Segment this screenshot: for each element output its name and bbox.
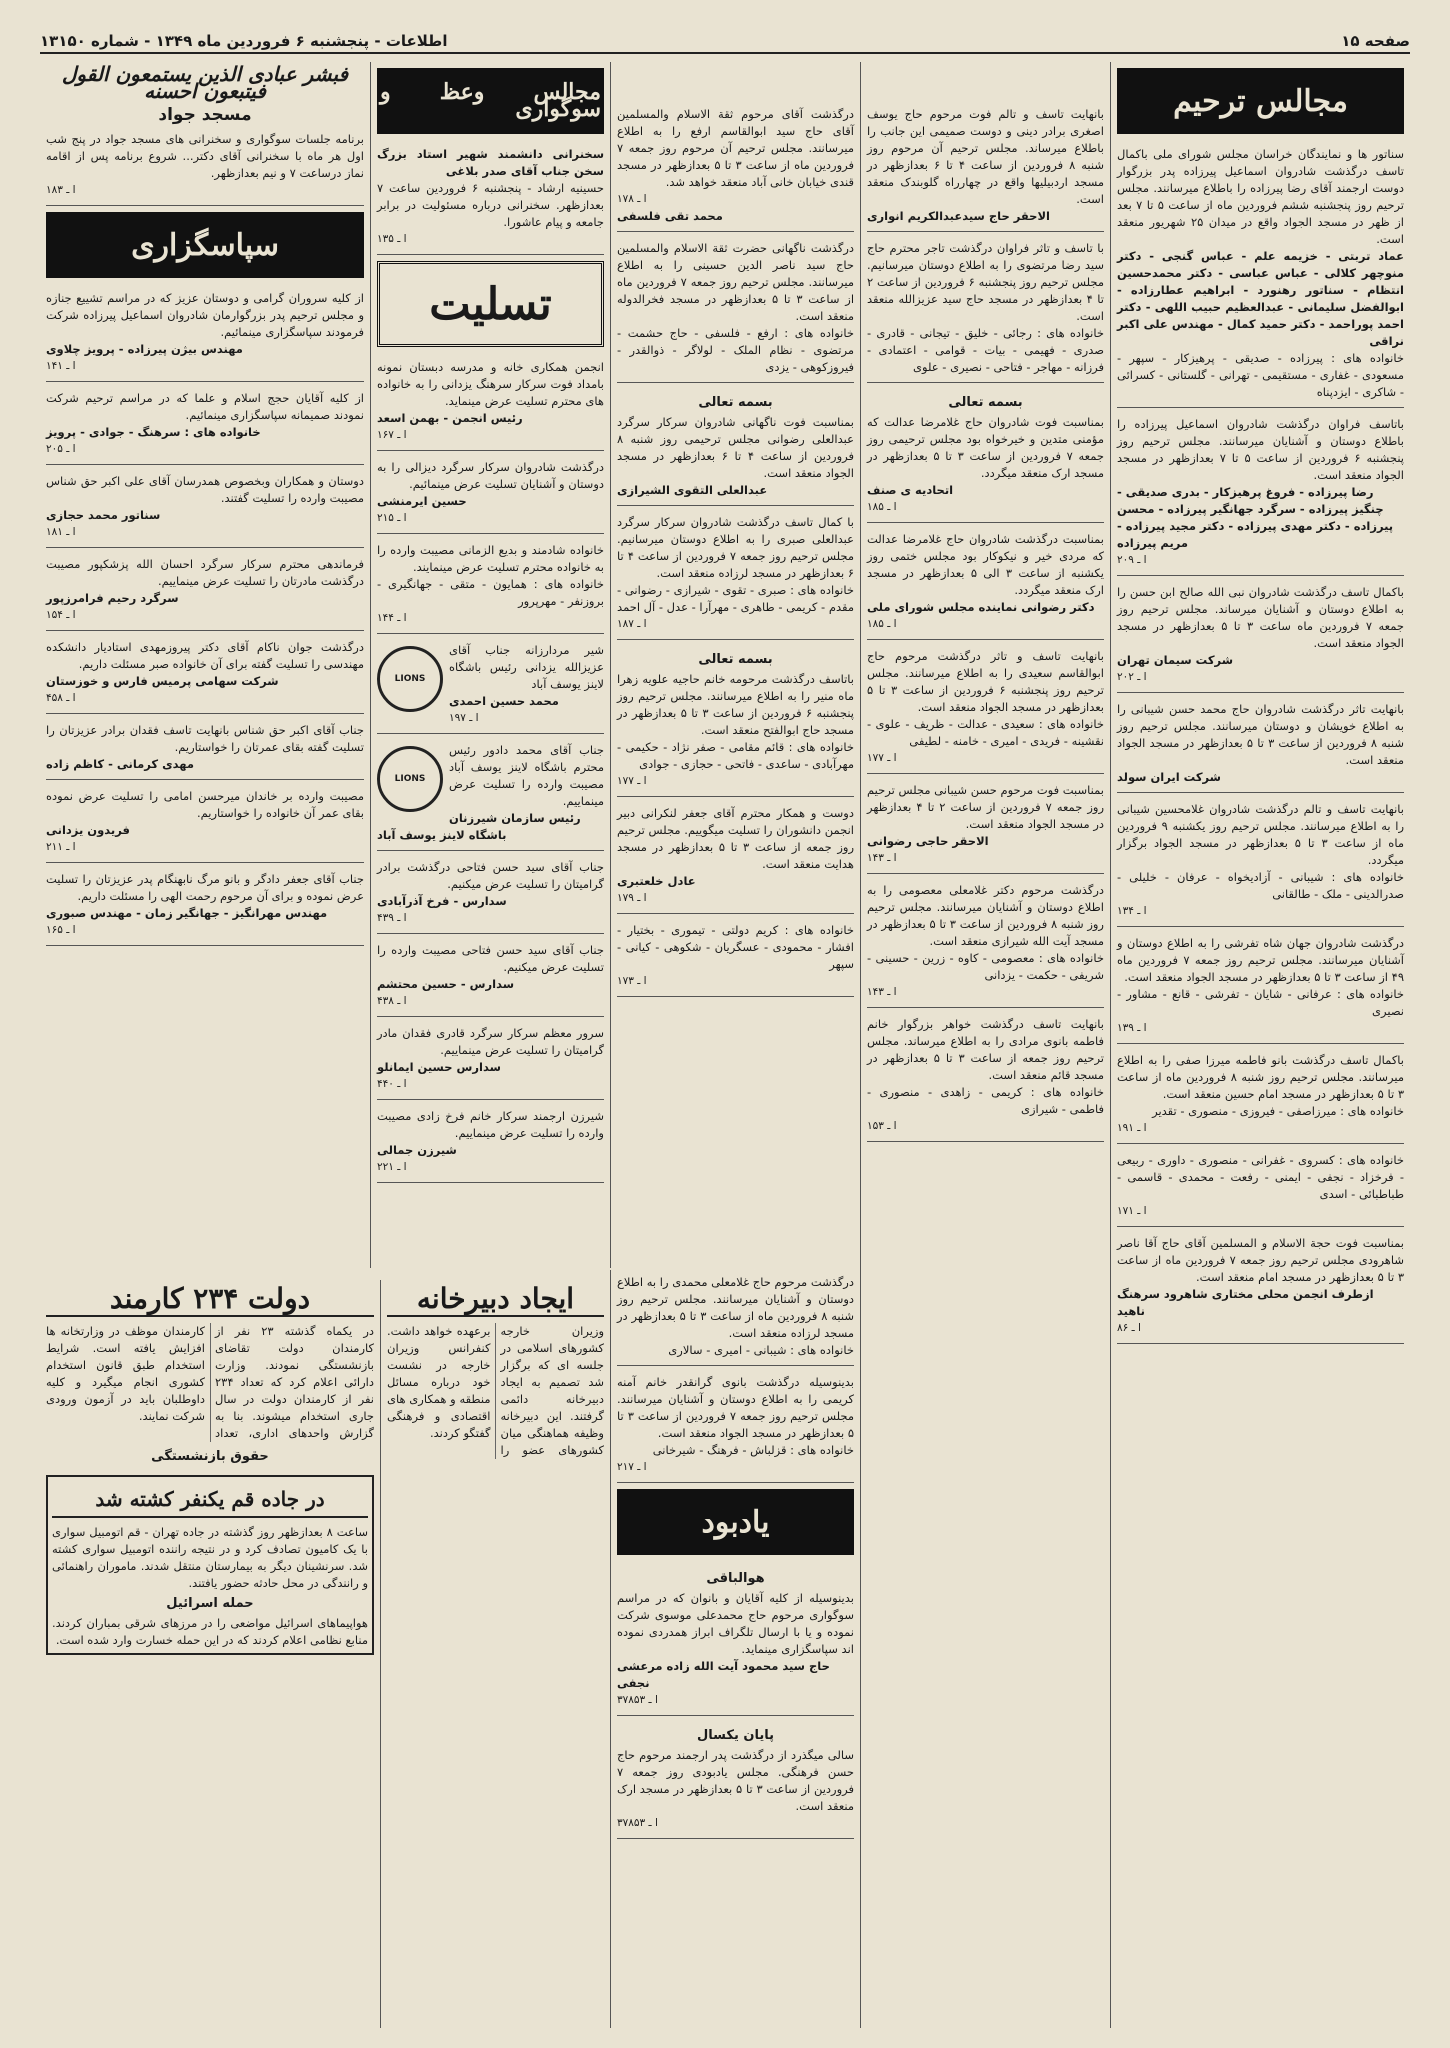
notice-code: ا ـ ۴۴۰ <box>377 1078 407 1090</box>
notice-code: ا ـ ۱۸۳ <box>46 184 76 196</box>
notice-code: ا ـ ۱۷۷ <box>617 775 647 787</box>
notice <box>617 1720 854 1839</box>
notice <box>46 127 364 206</box>
notice-body: بمناسبت فوت شادروان حاج غلامرضا عدالت که مؤمنی متدین و خیرخواه بود مجلس ترحیمی روز جمعه ۷ فروردین از ساعت ۳ تا ۵ بعدازظهر در مسجد ارک منعقد میگردد. <box>867 415 1104 480</box>
notice-body: مصیبت وارده بر خاندان میرحسن امامی را تسلیت عرض نموده بقای عمر آن خانواده را خواستاریم. <box>46 789 364 820</box>
notice <box>867 236 1104 383</box>
notice <box>867 387 1104 523</box>
notice-code: ا ـ ۱۴۴ <box>377 612 407 624</box>
notice-signature: ازطرف انجمن محلی مختاری شاهرود سرهنگ ناهید <box>1117 1287 1374 1318</box>
notice-body: بمناسبت فوت حجة الاسلام و المسلمین آقای حاج آقا ناصر شاهرودی مجلس ترحیم روز جمعه ۷ فروردین ماه از ساعت ۳ تا ۵ بعدازظهر در مسجد امام منعقد است. <box>1117 1236 1404 1284</box>
issue-line: اطلاعات - پنجشنبه ۶ فروردین ماه ۱۳۴۹ - شماره ۱۳۱۵۰ <box>40 32 448 50</box>
notice-body: درگذشت آقای مرحوم ثقة الاسلام والمسلمین آقای حاج سید ابوالقاسم ارفع را به اطلاع میرسانند. مجلس ترحیم آن مرحوم روز جمعه ۷ فروردین ماه از ساعت ۳ تا ۵ بعدازظهر در مسجد قندی خیابان خانی آباد منعقد خواهد شد. <box>617 107 854 189</box>
notice-body: بانهایت تاسف و تالم درگذشت شادروان غلامحسین شیبانی را به اطلاع میرسانند. مجلس ترحیم روز یکشنبه ۹ فروردین ماه از ساعت ۳ تا ۵ بعدازظهر در مسجد الجواد برگزار میگردد. <box>1117 802 1404 867</box>
notice-body: شیرزن ارجمند سرکار خانم فرخ زادی مصیبت وارده را تسلیت عرض مینماییم. <box>377 1109 604 1140</box>
notice-code: ا ـ ۴۳۹ <box>377 912 407 924</box>
notice-families: خانواده های : همایون - متقی - جهانگیری - بروزنفر - مهرپرور <box>377 577 604 608</box>
notice-signature: سدارس - حسین محتشم <box>377 977 515 991</box>
notice <box>377 1021 604 1100</box>
notice-signature: محمد حسین احمدی <box>449 694 559 708</box>
notice-signature: محمد تقی فلسفی <box>617 209 723 223</box>
news-dabirkhaneh <box>380 1280 610 2028</box>
notice-families: خانواده های : میرزاصفی - فیروزی - منصوری - تقدیر <box>1152 1104 1404 1118</box>
notice-body: جناب آقای محمد دادور رئیس محترم باشگاه لاینز یوسف آباد مصیبت وارده را تسلیت عرض مینماییم. <box>449 743 604 808</box>
notice-body: بمناسبت فوت مرحوم حسن شیبانی مجلس ترحیم روز جمعه ۷ فروردین از ساعت ۲ تا ۴ بعدازظهر در مسجد الجواد منعقد است. <box>867 783 1104 831</box>
notice <box>867 1012 1104 1142</box>
notice <box>617 236 854 383</box>
news-jadeh-qom <box>46 1475 374 1655</box>
notice-subhead: پایان یکسال <box>697 1728 774 1743</box>
lions-club-logo: LIONS <box>377 746 443 812</box>
notice-families: خانواده های : قائم مقامی - صفر نژاد - حکیمی - مهرآبادی - ساعدی - فاتحی - حجازی - جوادی <box>617 740 854 771</box>
notice-code: ا ـ ۴۵۸ <box>46 692 76 704</box>
notice-signature: خانواده های : سرهنگ - جوادی - پرویز <box>46 425 261 439</box>
notice-code: ا ـ ۳۷۸۵۳ <box>617 1694 658 1706</box>
notice-body: انجمن همکاری خانه و مدرسه دبستان نمونه بامداد فوت سرکار سرهنگ یزدانی را به خانواده های محترم تسلیت عرض مینماید. <box>377 360 604 408</box>
notice <box>617 918 854 997</box>
section-majales-vaz: مجالس وعظ و سوگواری <box>377 68 604 134</box>
column-3-lower <box>610 1270 860 2028</box>
notice <box>377 538 604 634</box>
notice-families: خانواده های : سعیدی - عدالت - ظریف - علوی - نقشینه - فریدی - امیری - خامنه - لطیفی <box>867 717 1104 748</box>
notice-body: بمناسبت درگذشت شادروان حاج غلامرضا عدالت که مردی خیر و نیکوکار بود مجلس ختمی روز یکشنبه از ساعت ۳ الی ۵ بعدازظهر در مسجد ارک منعقد میگردد. <box>867 532 1104 597</box>
notice-code: ا ـ ۲۱۵ <box>377 512 407 524</box>
notice-body: فرماندهی محترم سرکار سرگرد احسان الله پزشکپور مصیبت درگذشت مادرتان را تسلیت عرض مینماییم. <box>46 557 364 588</box>
notice-code: ا ـ ۴۳۸ <box>377 995 407 1007</box>
column-left <box>40 62 370 1268</box>
notice-families: خانواده های : رجائی - خلیق - تیجانی - قادری - صدری - فهیمی - بیات - قوامی - اعتمادی - فرزانه - مهاجر - فتاحی - نصیری - علوی <box>867 326 1104 374</box>
article-body: ساعت ۸ بعدازظهر روز گذشته در جاده تهران - قم اتومبیل سواری با یک کامیون تصادف کرد و در نتیجه راننده اتومبیل سواری کشته شد. سرنشینان دیگر به بیمارستان منتقل شدند. ماموران راهنمائی و رانندگی در محل حادثه حضور یافتند. <box>52 1525 369 1590</box>
notice-body: دوست و همکار محترم آقای جعفر لنکرانی دبیر انجمن دانشوران را تسلیت میگوییم. مجلس ترحیم روز جمعه از ساعت ۳ تا ۵ بعدازظهر در مسجد هدایت منعقد است. <box>617 806 855 871</box>
notice-code: ا ـ ۱۳۴ <box>1117 905 1147 917</box>
notice-signature: سرگرد رحیم فرامرزپور <box>46 591 179 605</box>
notice-signature: شرکت سهامی پرمیس فارس و خوزستان <box>46 674 279 688</box>
notice-code: ا ـ ۱۷۳ <box>617 975 647 987</box>
notice-families: خانواده های : عرفانی - شایان - تفرشی - قانع - مشاور - نصیری <box>1117 987 1404 1018</box>
notice-body: باکمال تاسف درگذشت شادروان نبی الله صالح ابن حسن را به اطلاع دوستان و آشنایان میرساند. مجلس ترحیم روز جمعه ۷ فروردین ماه ساعت ۳ تا ۵ بعدازظهر در مسجد الجواد منعقد است. <box>1117 585 1404 650</box>
column-2 <box>860 62 1110 2028</box>
masthead <box>40 30 1410 54</box>
notice <box>377 1104 604 1183</box>
masjid-title: مسجد جواد <box>158 105 252 125</box>
notice <box>377 938 604 1017</box>
notice-subhead: هوالباقی <box>706 1571 765 1586</box>
notice-signature: اتحادیه ی صنف <box>867 483 954 497</box>
notice-code: ا ـ ۲۰۵ <box>46 443 76 455</box>
notice-body: بدینوسیله درگذشت بانوی گرانقدر خانم آمنه کریمی را به اطلاع دوستان و آشنایان میرسانند. مجلس ترحیم روز جمعه ۷ فروردین از ساعت ۳ تا ۵ بعدازظهر در مسجد الجواد منعقد است. <box>617 1375 854 1440</box>
headline-dolat: دولت ۲۳۴ کارمند <box>46 1280 374 1317</box>
notice <box>46 718 364 780</box>
notice-body: درگذشت جوان ناکام آقای دکتر پیروزمهدی استادیار دانشکده مهندسی را تسلیت گفته برای آن خانواده صبر مسئلت داریم. <box>46 640 364 671</box>
headline-jadeh-qom: در جاده قم یکنفر کشته شد <box>52 1481 368 1518</box>
notice-code: ا ـ ۱۸۵ <box>867 501 897 513</box>
notice-code: ا ـ ۱۸۷ <box>617 618 647 630</box>
notice <box>1117 142 1404 408</box>
notice-families: خانواده های : کریمی - زاهدی - منصوری - فاطمی - شیرازی <box>867 1085 1104 1116</box>
notice-body: از کلیه آقایان حجج اسلام و علما که در مراسم ترحیم شرکت نمودند صمیمانه سپاسگزاری مینمائیم. <box>46 391 364 422</box>
article-subhead: حمله اسرائیل <box>166 1596 254 1611</box>
notice <box>377 638 604 734</box>
notice <box>46 867 364 946</box>
notice-families: خانواده های : پیرزاده - صدیقی - پرهیزکار - سپهر - مسعودی - غفاری - مستقیمی - تهرانی - گلستانی - کسرائی - شاکری - ایزدپناه <box>1117 351 1404 399</box>
notice-code: ا ـ ۱۸۱ <box>46 526 76 538</box>
notice-families: خانواده های : قزلباش - فرهنگ - شیرخانی <box>652 1443 854 1457</box>
notice-body: سرور معظم سرکار سرگرد قادری فقدان مادر گرامیتان را تسلیت عرض مینماییم. <box>377 1026 604 1057</box>
notice-code: ا ـ ۲۱۷ <box>617 1461 647 1473</box>
notice-signature: رئیس سازمان شیرزنان باشگاه لاینز یوسف آباد <box>377 811 581 842</box>
section-majales-tarhim: مجالس ترحیم <box>1117 68 1404 134</box>
notice-signature: رئیس انجمن - بهمن اسعد <box>377 411 523 425</box>
notice-body: حسینیه ارشاد - پنجشنبه ۶ فروردین ساعت ۷ بعدازظهر. سخنرانی درباره مسئولیت در برابر جامعه و پیام عاشورا. <box>377 181 604 229</box>
notice-body: سناتور ها و نمایندگان خراسان مجلس شورای ملی باکمال تاسف درگذشت شادروان اسماعیل پیرزاده پدر بزرگوار دوست ارجمند آقای رضا پیرزاده را باطلاع میرسانند. مجلس ترحیم روز پنجشنبه ششم فروردین ماه از ساعت ۵ تا ۷ بعد از ظهر در مسجد الجواد واقع در میدان ۲۵ شهریور منعقد است. <box>1117 147 1405 246</box>
section-sepasgozari: سپاسگزاری <box>46 212 364 278</box>
notice <box>46 784 364 863</box>
notice <box>867 102 1104 232</box>
notice <box>46 386 364 465</box>
notice-families: خانواده های : معصومی - کاوه - زرین - حسینی - شریفی - حکمت - یزدانی <box>867 951 1104 982</box>
notice-body: درگذشت ناگهانی حضرت ثقة الاسلام والمسلمین حاج سید ناصر الدین حسینی را به اطلاع میرسانند. مجلس ترحیم روز جمعه ۷ فروردین ماه از ساعت ۳ تا ۵ بعدازظهر در مسجد فخرالدوله منعقد است. <box>617 241 855 323</box>
notice <box>1117 697 1404 793</box>
quran-verse: فبشر عبادی الذین یستمعون القول فیتبعون احسنه <box>61 62 349 103</box>
section-yadbood: یادبود <box>617 1489 854 1555</box>
article-body: در یکماه گذشته ۲۳ نفر از کارمندان دولت تقاضای بازنشستگی نمودند. وزارت دارائی اعلام کرد که تعداد ۲۳۴ نفر از کارمندان دولت در سال جاری استخدام میشوند. بنا به گزارش واحدهای اداری، تعداد کارمندان موظف در وزارتخانه ها افزایش یافته است. شرایط استخدام طبق قانون استخدام کشوری انجام میگیرد و کلیه داوطلبان باید در آزمون ورودی شرکت نمایند. <box>46 1324 374 1440</box>
notice-body: جناب آقای سید حسن فتاحی درگذشت برادر گرامیتان را تسلیت عرض میکنیم. <box>377 860 604 891</box>
notice-signature: مهندس بیژن پیرزاده - پرویز چلاوی <box>46 342 243 356</box>
notice-code: ا ـ ۱۴۱ <box>46 360 76 372</box>
notice <box>617 387 854 506</box>
notice-code: ا ـ ۲۰۲ <box>1117 671 1147 683</box>
notice-body: بانهایت تاثر درگذشت شادروان حاج محمد حسن شیبانی را به اطلاع خویشان و دوستان میرسانند. مجلس ترحیم روز شنبه ۸ فروردین از ساعت ۳ تا ۵ بعدازظهر در مسجد الجواد منعقد است. <box>1117 702 1404 767</box>
notice-code: ا ـ ۱۸۵ <box>867 618 897 630</box>
notice-code: ا ـ ۱۵۴ <box>46 609 76 621</box>
notice-body: درگذشت شادروان جهان شاه تفرشی را به اطلاع دوستان و آشنایان میرسانند. مجلس ترحیم روز جمعه ۷ فروردین ماه ۴۹ از ساعت ۳ تا ۵ بعدازظهر در مسجد الجواد منعقد است. <box>1117 936 1404 984</box>
notice <box>1117 580 1404 693</box>
notice <box>46 635 364 714</box>
notice-code: ا ـ ۱۷۷ <box>867 752 897 764</box>
notice-code: ا ـ ۱۹۱ <box>1117 1122 1147 1134</box>
notice-body: درگذشت مرحوم دکتر غلامعلی معصومی را به اطلاع دوستان و آشنایان میرسانند. مجلس ترحیم روز شنبه ۸ فروردین از ساعت ۳ تا ۵ بعدازظهر در مسجد آیت الله شیرازی منعقد است. <box>867 883 1104 948</box>
notice-body: بانهایت تاسف درگذشت خواهر بزرگوار خانم فاطمه بانوی مرادی را به اطلاع میرساند. مجلس ترحیم روز جمعه از ساعت ۳ تا ۵ بعدازظهر در مسجد قائم منعقد است. <box>867 1017 1105 1082</box>
notice-body: جناب آقای جعفر دادگر و بانو مرگ نابهنگام پدر عزیزتان را تسلیت عرض نموده و برای آن مرحوم رحمت الهی را مسئلت داریم. <box>46 872 364 903</box>
notice <box>377 142 604 255</box>
notice-code: ا ـ ۸۶ <box>1117 1322 1141 1334</box>
notice-body: باتاسف فراوان درگذشت شادروان اسماعیل پیرزاده را باطلاع دوستان و آشنایان میرسانند. مجلس ترحیم روز پنجشنبه ۶ فروردین از ساعت ۵ تا ۷ بعدازظهر در مسجد الجواد منعقد است. <box>1117 417 1404 482</box>
notice-body: درگذشت شادروان سرکار سرگرد دیزالی را به دوستان و آشنایان تسلیت عرض مینمائیم. <box>377 460 604 491</box>
notice-body: باکمال تاسف درگذشت بانو فاطمه میرزا صفی را به اطلاع میرسانند. مجلس ترحیم روز شنبه ۸ فروردین ماه از ساعت ۳ تا ۵ بعدازظهر در مسجد امام حسین منعقد است. <box>1117 1053 1404 1101</box>
notice <box>46 469 364 548</box>
notice-code: ا ـ ۱۹۷ <box>449 712 479 724</box>
notice-body: دوستان و همکاران وبخصوص همدرسان آقای علی اکبر حق شناس مصیبت وارده را تسلیت گفتند. <box>46 474 364 505</box>
article-body: وزیران خارجه کشورهای اسلامی در جلسه ای که برگزار شد تصمیم به ایجاد دبیرخانه دائمی گرفتند. این دبیرخانه وظیفه هماهنگی میان کشورهای عضو را برعهده خواهد داشت. کنفرانس وزیران خارجه در نشست خود درباره مسائل منطقه و همکاری های اقتصادی و فرهنگی گفتگو کردند. <box>387 1324 604 1457</box>
column-3 <box>610 62 860 1268</box>
notice <box>46 552 364 631</box>
notice-subhead: بسمه تعالی <box>948 395 1023 410</box>
article-subhead: حقوق بازنشستگی <box>151 1449 269 1464</box>
column-4 <box>370 62 610 1268</box>
notice-signature: شرکت ایران سولد <box>1117 770 1221 784</box>
notice <box>46 286 364 382</box>
notice <box>867 644 1104 774</box>
notice <box>1117 1231 1404 1344</box>
notice <box>617 1370 854 1483</box>
notice-signature: سدارس حسین ایمانلو <box>377 1060 501 1074</box>
notice <box>1117 1048 1404 1144</box>
notice-body: با تاسف و تاثر فراوان درگذشت تاجر محترم حاج سید رضا مرتضوی را به اطلاع دوستان میرسانیم. مجلس ترحیم روز پنجشنبه ۶ فروردین از ساعت ۲ تا ۴ بعدازظهر در مسجد حاج سید عزیزالله منعقد است. <box>867 241 1104 323</box>
notice-code: ا ـ ۱۷۱ <box>1117 1205 1147 1217</box>
notice-body: از کلیه سروران گرامی و دوستان عزیز که در مراسم تشییع جنازه و مجلس ترحیم پدر بزرگوارمان شادروان اسماعیل پیرزاده شرکت فرمودند سپاسگزاری مینمائیم. <box>46 291 364 339</box>
notice <box>377 855 604 934</box>
notice-code: ا ـ ۱۶۵ <box>46 924 76 936</box>
notice-signatories: عماد تربتی - خزیمه علم - عباس گنجی - دکتر منوچهر کلالی - عباس عباسی - دکتر محمدحسین انتظام - سناتور رهنورد - ابراهیم عطارزاده - ابوالفضل سلیمانی - عبدالعظیم حبیب اللهی - دکتر احمد پوراحمد - دکتر حمید کمال - مهندس علی اکبر نراقی <box>1117 249 1404 348</box>
notice-signature: الاحقر حاج سیدعبدالکریم انواری <box>867 209 1050 223</box>
notice-signature: دکتر رضوانی نماینده مجلس شورای ملی <box>867 600 1095 614</box>
page-label: صفحه ۱۵ <box>1341 32 1410 50</box>
notice-families: خانواده های : صبری - تقوی - شیرازی - رضوانی - مقدم - کریمی - طاهری - مهرآرا - عدل - آل احمد <box>617 583 854 614</box>
notice-body: برنامه جلسات سوگواری و سخنرانی های مسجد جواد در پنج شب اول هر ماه با سخنرانی آقای دکتر... شروع برنامه پس از اقامه نماز درساعت ۷ و نیم بعدازظهر. <box>46 132 364 180</box>
section-tasliat-1: تسلیت <box>377 261 604 347</box>
notice-body: با کمال تاسف درگذشت شادروان سرکار سرگرد عبدالعلی صبری را به اطلاع دوستان میرسانیم. مجلس ترحیم روز جمعه ۷ فروردین از ساعت ۴ تا ۶ بعدازظهر در مسجد لرزاده منعقد است. <box>617 515 854 580</box>
notice-body: بانهایت تاسف و تالم فوت مرحوم حاج یوسف اصغری برادر دینی و دوست صمیمی این جانب را باطلاع میرساند. مجلس ترحیم آن مرحوم روز شنبه ۸ فروردین از ساعت ۴ تا ۶ بعدازظهر در مسجد اردبیلیها واقع در چهارراه گلوبندک منعقد است. <box>867 107 1104 206</box>
notice <box>867 527 1104 640</box>
notice-code: ا ـ ۲۱۱ <box>46 841 76 853</box>
notice-code: ا ـ ۱۴۳ <box>867 852 897 864</box>
headline-dabirkhaneh: ایجاد دبیرخانه <box>387 1280 604 1317</box>
notice-body: خانواده شادمند و بدیع الزمانی مصیبت وارده را به خانواده محترم تسلیت عرض مینمایند. <box>377 543 604 574</box>
notice-body: سخنرانی دانشمند شهیر استاد بزرگ سخن جناب آقای صدر بلاغی <box>377 147 604 178</box>
notice-signature: عادل خلعتبری <box>617 874 696 888</box>
notice <box>377 355 604 451</box>
notice <box>867 778 1104 874</box>
notice-body: سالی میگذرد از درگذشت پدر ارجمند مرحوم حاج حسن فرهنگی. مجلس یادبودی روز جمعه ۷ فروردین از ساعت ۳ تا ۵ بعدازظهر در مسجد ارک منعقد است. <box>617 1748 854 1813</box>
notice <box>617 644 854 797</box>
notice <box>617 510 854 640</box>
notice-signature: سناتور محمد حجازی <box>46 508 161 522</box>
notice-code: ا ـ ۲۲۱ <box>377 1161 407 1173</box>
notice-code: ا ـ ۱۵۳ <box>867 1120 897 1132</box>
notice-body: درگذشت مرحوم حاج غلامعلی محمدی را به اطلاع دوستان و آشنایان میرسانند. مجلس ترحیم روز شنبه ۸ فروردین ماه از ساعت ۳ تا ۵ بعدازظهر در مسجد لرزاده منعقد است. <box>617 1275 854 1340</box>
notice-code: ا ـ ۱۷۹ <box>617 892 647 904</box>
notice-families: خانواده های : شیبانی - آزادیخواه - عرفان - خلیلی - صدرالدینی - ملک - طالقانی <box>1117 870 1404 901</box>
notice-code: ا ـ ۱۴۳ <box>867 986 897 998</box>
notice-code: ا ـ ۳۷۸۵۳ <box>617 1817 658 1829</box>
notice-code: ا ـ ۱۳۹ <box>1117 1022 1147 1034</box>
notice-signature: فریدون یزدانی <box>46 823 130 837</box>
notice <box>617 102 854 232</box>
notice-code: ا ـ ۱۳۵ <box>377 233 407 245</box>
notice-signature: سدارس - فرخ آذرآبادی <box>377 894 507 908</box>
notice-body: بدینوسیله از کلیه آقایان و بانوان که در مراسم سوگواری مرحوم حاج محمدعلی موسوی شرکت نموده و یا با ارسال تلگراف ابراز همدردی نموده اند سپاسگزاری مینماید. <box>617 1591 854 1656</box>
notice-signature: عبدالعلی التقوی الشیرازی <box>617 483 768 497</box>
notice-body: باتاسف درگذشت مرحومه خانم حاجیه علویه زهرا ماه منیر را به اطلاع میرسانند. مجلس ترحیم روز پنجشنبه ۶ فروردین از ساعت ۳ تا ۵ بعدازظهر در مسجد حاج ابوالفتح منعقد است. <box>617 672 854 737</box>
notice-subhead: بسمه تعالی <box>698 395 773 410</box>
notice-signature: مهدی کرمانی - کاظم زاده <box>46 757 195 771</box>
notice-signature: شیرزن جمالی <box>377 1143 457 1157</box>
lions-club-logo: LIONS <box>377 646 443 712</box>
notice <box>867 878 1104 1008</box>
notice <box>377 738 604 851</box>
notice <box>1117 797 1404 927</box>
article-body: هواپیماهای اسرائیل مواضعی را در مرزهای شرقی بمباران کردند. منابع نظامی اعلام کردند که در این حمله خسارت وارد شده است. <box>52 1616 368 1647</box>
notice-code: ا ـ ۱۶۷ <box>377 429 407 441</box>
notice-families: خانواده های : شیبانی - امیری - سالاری <box>668 1343 854 1357</box>
notice <box>617 1563 854 1716</box>
notice-signature: مهندس مهرانگیز - جهانگیر زمان - مهندس صبوری <box>46 906 328 920</box>
notice-signature: رضا پیرزاده - فروغ پرهیزکار - بدری صدیقی - چنگیز پیرزاده - سرگرد جهانگیر پیرزاده - محسن پیرزاده - دکتر مهدی پیرزاده - دکتر مجید پیرزاده - مریم پیرزاده <box>1117 485 1394 550</box>
notice <box>377 455 604 534</box>
notice-body: بمناسبت فوت ناگهانی شادروان سرکار سرگرد عبدالعلی رضوانی مجلس ترحیمی روز شنبه ۸ فروردین از ساعت ۴ تا ۶ بعدازظهر در مسجد الجواد منعقد است. <box>617 415 855 480</box>
notice <box>617 1270 854 1366</box>
notice-signature: حاج سید محمود آیت الله زاده مرعشی نجفی <box>617 1659 830 1690</box>
notice <box>1117 412 1404 576</box>
notice-body: شیر مردارزانه جناب آقای عزیزالله یزدانی رئیس باشگاه لاینز یوسف آباد <box>449 643 604 691</box>
notice-families: خانواده های : کریم دولتی - تیموری - بختیار - افشار - محمودی - عسگریان - شکوهی - کیانی - سپهر <box>617 923 854 971</box>
notice-body: بانهایت تاسف و تاثر درگذشت مرحوم حاج ابوالقاسم سعیدی را به اطلاع میرسانند. مجلس ترحیم روز پنجشنبه ۶ فروردین از ساعت ۳ تا ۵ بعدازظهر در مسجد الجواد منعقد است. <box>867 649 1104 714</box>
notice <box>1117 931 1404 1044</box>
notice <box>617 801 854 914</box>
notice-signature: شرکت سیمان تهران <box>1117 653 1233 667</box>
notice-families: خانواده های : کسروی - غفرانی - منصوری - داوری - ربیعی - فرخزاد - نجفی - ایمنی - رفعت - محمدی - قاسمی - طباطبائی - اسدی <box>1117 1153 1404 1201</box>
notice-code: ا ـ ۲۰۹ <box>1117 554 1147 566</box>
notice-signature: حسین ایرمنشی <box>377 494 467 508</box>
column-right <box>1110 62 1410 2028</box>
notice-families: خانواده های : ارفع - فلسفی - حاج حشمت - مرتضوی - نظام الملک - لولاگر - ذوالقدر - فیروزکوهی - یزدی <box>617 326 854 374</box>
notice <box>1117 1148 1404 1227</box>
news-dolat <box>40 1280 380 2028</box>
notice-signature: الاحقر حاجی رضوانی <box>867 834 989 848</box>
notice-body: جناب آقای اکبر حق شناس بانهایت تاسف فقدان برادر عزیزتان را تسلیت گفته بقای عمرتان را خواستاریم. <box>46 723 364 754</box>
notice-code: ا ـ ۱۷۸ <box>617 193 647 205</box>
notice-body: جناب آقای سید حسن فتاحی مصیبت وارده را تسلیت عرض میکنیم. <box>377 943 604 974</box>
notice-subhead: بسمه تعالی <box>698 652 773 667</box>
